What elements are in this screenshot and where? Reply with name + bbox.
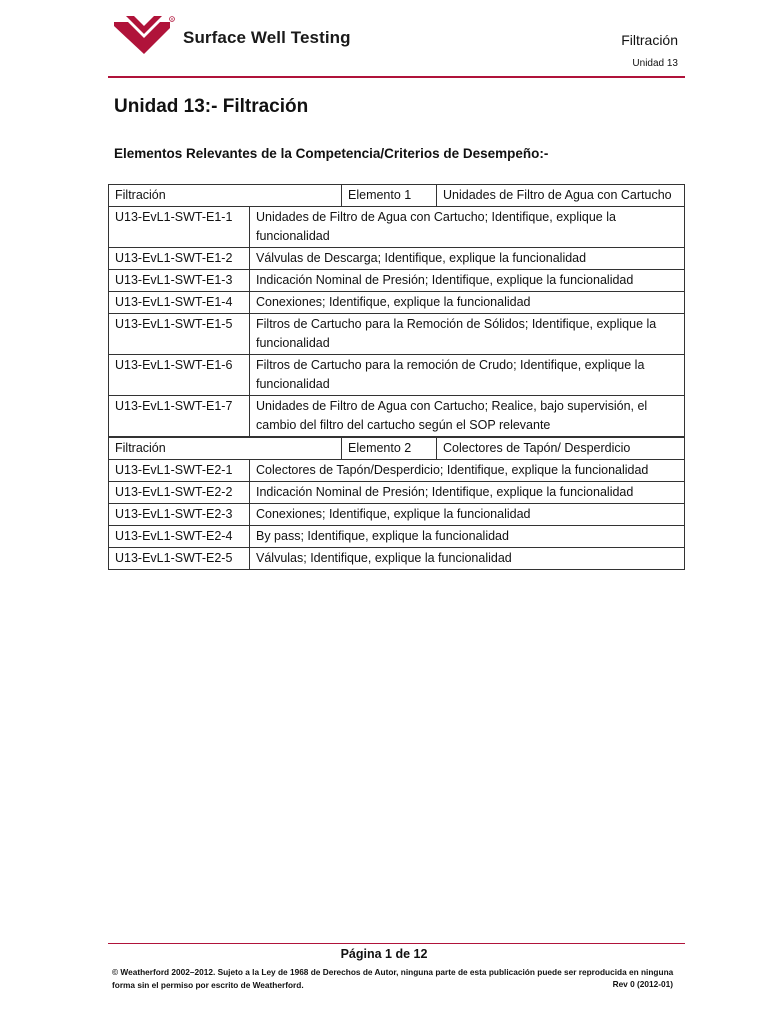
criterion-code: U13-EvL1-SWT-E2-2 [109,482,250,504]
criterion-text: Colectores de Tapón/Desperdicio; Identifique, explique la funcionalidad [250,460,685,482]
header-divider [108,76,685,78]
copyright-notice: © Weatherford 2002–2012. Sujeto a la Ley de 1968 de Derechos de Autor, ninguna parte de esta publicación puede ser reproducida en ninguna forma sin el permiso por escrito de Weatherford. [112,967,674,990]
table-row [109,548,685,570]
criterion-text: Unidades de Filtro de Agua con Cartucho; Realice, bajo supervisión, el cambio del filtro del cartucho según el SOP relevante [250,396,685,437]
criterion-text: Filtros de Cartucho para la Remoción de Sólidos; Identifique, explique la funcionalidad [250,314,685,355]
table-row [109,207,685,248]
competency-table-element-1 [108,184,685,437]
criterion-text: Filtros de Cartucho para la remoción de Crudo; Identifique, explique la funcionalidad [250,355,685,396]
criterion-text: Válvulas de Descarga; Identifique, explique la funcionalidad [250,248,685,270]
criterion-text: Conexiones; Identifique, explique la funcionalidad [250,292,685,314]
footer-divider [108,943,685,944]
table-row [109,248,685,270]
table-row [109,355,685,396]
table-header-cell: Filtración [109,185,342,207]
criterion-code: U13-EvL1-SWT-E1-2 [109,248,250,270]
criterion-code: U13-EvL1-SWT-E1-3 [109,270,250,292]
criterion-code: U13-EvL1-SWT-E1-7 [109,396,250,437]
criterion-text: Unidades de Filtro de Agua con Cartucho; Identifique, explique la funcionalidad [250,207,685,248]
criterion-text: Válvulas; Identifique, explique la funcionalidad [250,548,685,570]
header-unit: Unidad 13 [632,58,678,69]
table-header-cell: Unidades de Filtro de Agua con Cartucho [437,185,685,207]
criterion-code: U13-EvL1-SWT-E2-3 [109,504,250,526]
table-row [109,270,685,292]
table-header-cell: Colectores de Tapón/ Desperdicio [437,438,685,460]
criterion-text: By pass; Identifique, explique la funcionalidad [250,526,685,548]
criterion-text: Indicación Nominal de Presión; Identifique, explique la funcionalidad [250,270,685,292]
page-title: Unidad 13:- Filtración [114,96,309,117]
table-row [109,504,685,526]
section-subtitle: Elementos Relevantes de la Competencia/Criterios de Desempeño:- [114,146,549,161]
criterion-text: Indicación Nominal de Presión; Identifique, explique la funcionalidad [250,482,685,504]
criterion-code: U13-EvL1-SWT-E1-5 [109,314,250,355]
criterion-code: U13-EvL1-SWT-E2-1 [109,460,250,482]
weatherford-logo-icon [112,14,176,58]
page-number: Página 1 de 12 [340,947,428,961]
table-header-cell: Elemento 2 [342,438,437,460]
criterion-code: U13-EvL1-SWT-E2-4 [109,526,250,548]
table-row [109,396,685,437]
table-header-row [109,438,685,460]
criterion-code: U13-EvL1-SWT-E1-4 [109,292,250,314]
table-header-cell: Filtración [109,438,342,460]
table-row [109,460,685,482]
criterion-code: U13-EvL1-SWT-E1-1 [109,207,250,248]
table-header-row [109,185,685,207]
criterion-code: U13-EvL1-SWT-E1-6 [109,355,250,396]
table-row [109,292,685,314]
competency-table-element-2 [108,437,685,570]
svg-text:R: R [170,17,174,22]
table-row [109,314,685,355]
table-header-cell: Elemento 1 [342,185,437,207]
table-row [109,526,685,548]
table-row [109,482,685,504]
criterion-text: Conexiones; Identifique, explique la funcionalidad [250,504,685,526]
criterion-code: U13-EvL1-SWT-E2-5 [109,548,250,570]
brand-name: Surface Well Testing [183,28,351,47]
revision-label: Rev 0 (2012-01) [612,979,673,989]
header-section: Filtración [621,32,678,48]
